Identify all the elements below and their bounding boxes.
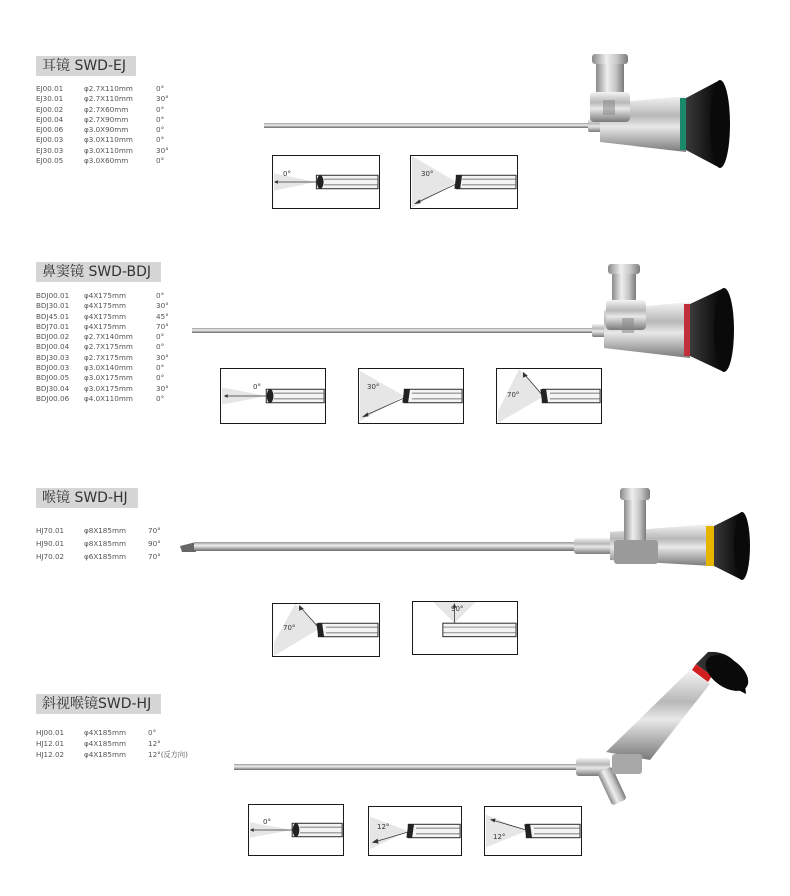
spec-size: φ8X185mm [84,539,126,548]
spec-row [36,94,169,104]
spec-angle: 0° [156,156,165,166]
spec-angle: 0° [156,363,165,373]
spec-size: φ2.7X110mm [84,94,133,104]
spec-row [36,524,161,537]
spec-list-ear-scope [36,84,169,166]
spec-size: φ3.0X110mm [84,145,133,155]
view-angle-diagram [358,368,464,424]
spec-code: EJ00.02 [36,104,64,114]
spec-angle: 90° [148,539,161,548]
spec-row [36,105,169,115]
spec-list-oblique-laryngoscope [36,727,188,760]
spec-size: φ8X185mm [84,526,126,535]
spec-row [36,156,169,166]
spec-size: φ4X185mm [84,739,126,748]
spec-row [36,550,161,563]
spec-angle: 12°(反方向) [148,750,188,759]
spec-row [36,115,169,125]
spec-code: BDJ00.03 [36,363,70,373]
angle-label: 30° [367,383,380,391]
spec-code: HJ00.01 [36,728,65,737]
angle-label: 12° [377,823,390,831]
spec-code: EJ30.03 [36,145,64,155]
spec-code: HJ90.01 [36,539,65,548]
section-title-laryngoscope: 喉镜 SWD-HJ [36,488,138,508]
spec-row [36,363,169,373]
spec-size: φ3.0X110mm [84,135,133,145]
spec-size: φ2.7X175mm [84,342,133,352]
view-angle-diagram [368,806,462,856]
spec-code: BDJ00.06 [36,393,70,403]
spec-angle: 0° [156,135,165,145]
spec-code: BDJ00.02 [36,332,70,342]
angle-label: 0° [253,383,261,391]
angle-label: 30° [421,170,434,178]
spec-size: φ3.0X175mm [84,373,133,383]
spec-code: BDJ30.04 [36,383,70,393]
spec-code: HJ12.01 [36,739,65,748]
angle-label: 0° [283,170,291,178]
view-angle-diagram [248,804,344,856]
spec-angle: 70° [148,552,161,561]
view-angle-diagram [410,155,518,209]
spec-row [36,537,161,550]
view-angle-diagram [272,603,380,657]
spec-angle: 0° [156,104,165,114]
spec-size: φ3.0X140mm [84,363,133,373]
spec-code: EJ30.01 [36,94,64,104]
spec-code: EJ00.01 [36,84,64,93]
section-title-sinus-scope: 鼻窦镜 SWD-BDJ [36,262,161,282]
spec-angle: 30° [156,94,169,104]
spec-angle: 0° [156,332,165,342]
spec-code: BDJ30.01 [36,301,70,311]
spec-angle: 0° [156,125,165,135]
spec-size: φ4X175mm [84,321,126,331]
spec-row [36,135,169,145]
spec-row [36,373,169,383]
view-angle-diagram [220,368,326,424]
spec-angle: 0° [156,84,165,93]
spec-code: HJ12.02 [36,750,65,759]
spec-row [36,384,169,394]
spec-angle: 0° [156,393,165,403]
spec-row [36,84,169,94]
spec-row [36,301,169,311]
spec-size: φ2.7X175mm [84,352,133,362]
spec-code: HJ70.02 [36,552,65,561]
spec-row [36,727,188,738]
section-title-ear-scope: 耳镜 SWD-EJ [36,56,136,76]
spec-list-sinus-scope [36,291,169,404]
spec-size: φ2.7X90mm [84,114,129,124]
spec-row [36,322,169,332]
spec-size: φ6X185mm [84,552,126,561]
section-title-oblique-laryngoscope: 斜视喉镜SWD-HJ [36,694,161,714]
spec-angle: 70° [156,321,169,331]
spec-row [36,125,169,135]
spec-list-laryngoscope [36,524,161,563]
spec-size: φ3.0X90mm [84,125,129,135]
view-angle-diagram [496,368,602,424]
spec-size: φ2.7X140mm [84,332,133,342]
spec-size: φ2.7X110mm [84,84,133,93]
spec-angle: 0° [156,291,165,300]
spec-angle: 30° [156,352,169,362]
spec-code: EJ00.04 [36,114,64,124]
spec-angle: 12° [148,739,161,748]
spec-size: φ4.0X110mm [84,393,133,403]
spec-code: BDJ00.04 [36,342,70,352]
view-angle-diagram [272,155,380,209]
spec-angle: 70° [148,526,161,535]
spec-code: BDJ00.01 [36,291,70,300]
spec-size: φ3.0X175mm [84,383,133,393]
spec-row [36,291,169,301]
spec-row [36,342,169,352]
spec-angle: 30° [156,145,169,155]
spec-size: φ4X175mm [84,291,126,300]
spec-angle: 30° [156,301,169,311]
angle-label: 70° [507,391,520,399]
view-angle-diagram [484,806,582,856]
spec-row [36,353,169,363]
spec-size: φ4X185mm [84,728,126,737]
spec-angle: 0° [156,373,165,383]
spec-angle: 0° [156,342,165,352]
spec-row [36,146,169,156]
spec-row [36,312,169,322]
spec-code: EJ00.06 [36,125,64,135]
spec-code: EJ00.05 [36,156,64,166]
angle-label: 12° [493,833,506,841]
spec-code: BDJ45.01 [36,311,70,321]
spec-row [36,394,169,404]
spec-code: HJ70.01 [36,526,65,535]
spec-code: BDJ00.05 [36,373,70,383]
spec-size: φ4X185mm [84,750,126,759]
spec-angle: 30° [156,383,169,393]
view-angle-diagram [412,601,518,655]
spec-row [36,738,188,749]
spec-row [36,332,169,342]
spec-code: BDJ70.01 [36,321,70,331]
spec-angle: 0° [148,728,157,737]
spec-code: BDJ30.03 [36,352,70,362]
spec-angle: 45° [156,311,169,321]
spec-angle: 0° [156,114,165,124]
angle-label: 70° [283,624,296,632]
angle-label: 90° [451,605,464,613]
spec-size: φ2.7X60mm [84,104,129,114]
spec-code: EJ00.03 [36,135,64,145]
spec-size: φ4X175mm [84,301,126,311]
spec-size: φ3.0X60mm [84,156,129,166]
angle-label: 0° [263,818,271,826]
spec-size: φ4X175mm [84,311,126,321]
spec-row [36,749,188,760]
